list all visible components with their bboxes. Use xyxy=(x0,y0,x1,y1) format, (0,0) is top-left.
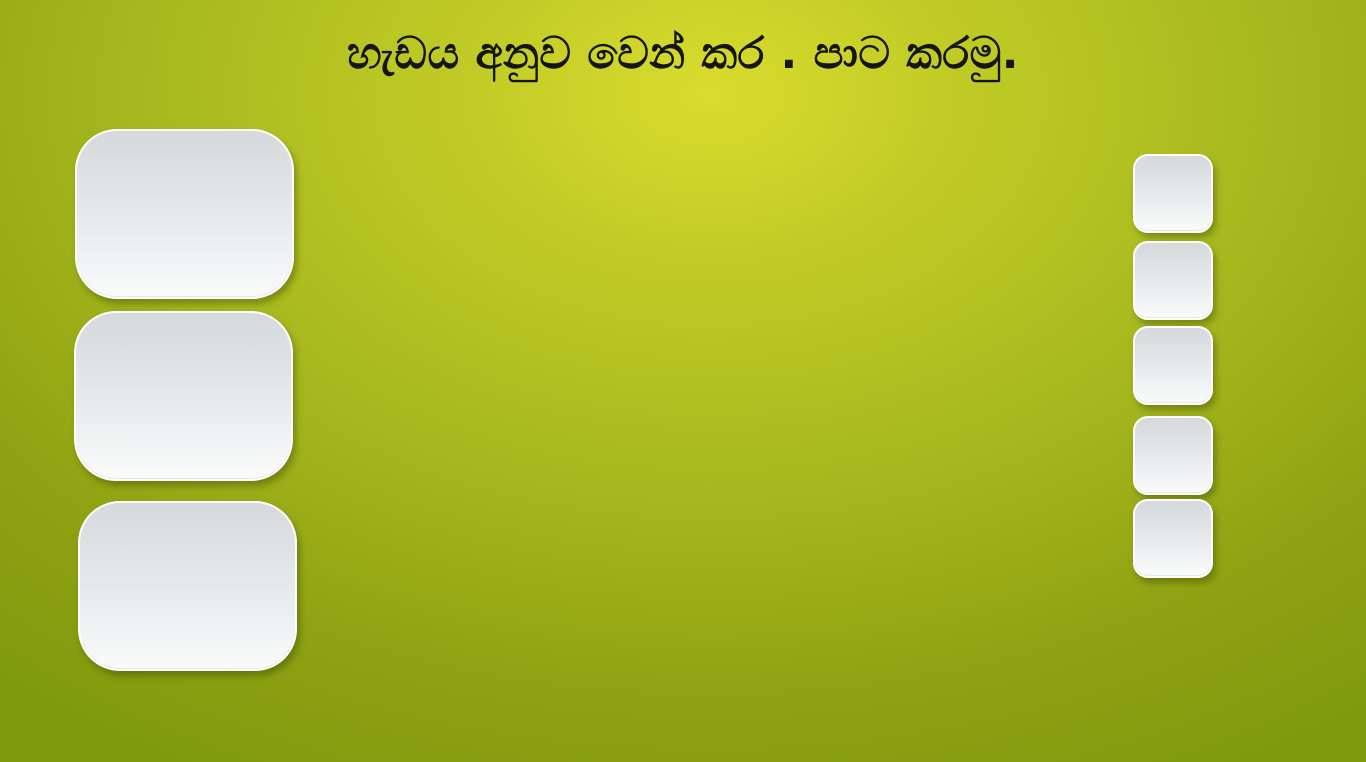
answer-tile-5[interactable] xyxy=(1133,499,1213,578)
drop-zone-1[interactable] xyxy=(75,129,294,299)
answer-tile-1[interactable] xyxy=(1133,154,1213,233)
answer-tile-4[interactable] xyxy=(1133,416,1213,495)
drop-zone-2[interactable] xyxy=(74,311,293,481)
drop-zone-3[interactable] xyxy=(78,501,297,671)
page-title: හැඩය අනුව වෙන් කර . පාට කරමු. xyxy=(347,28,1019,79)
answer-tile-2[interactable] xyxy=(1133,241,1213,320)
answer-tile-3[interactable] xyxy=(1133,326,1213,405)
